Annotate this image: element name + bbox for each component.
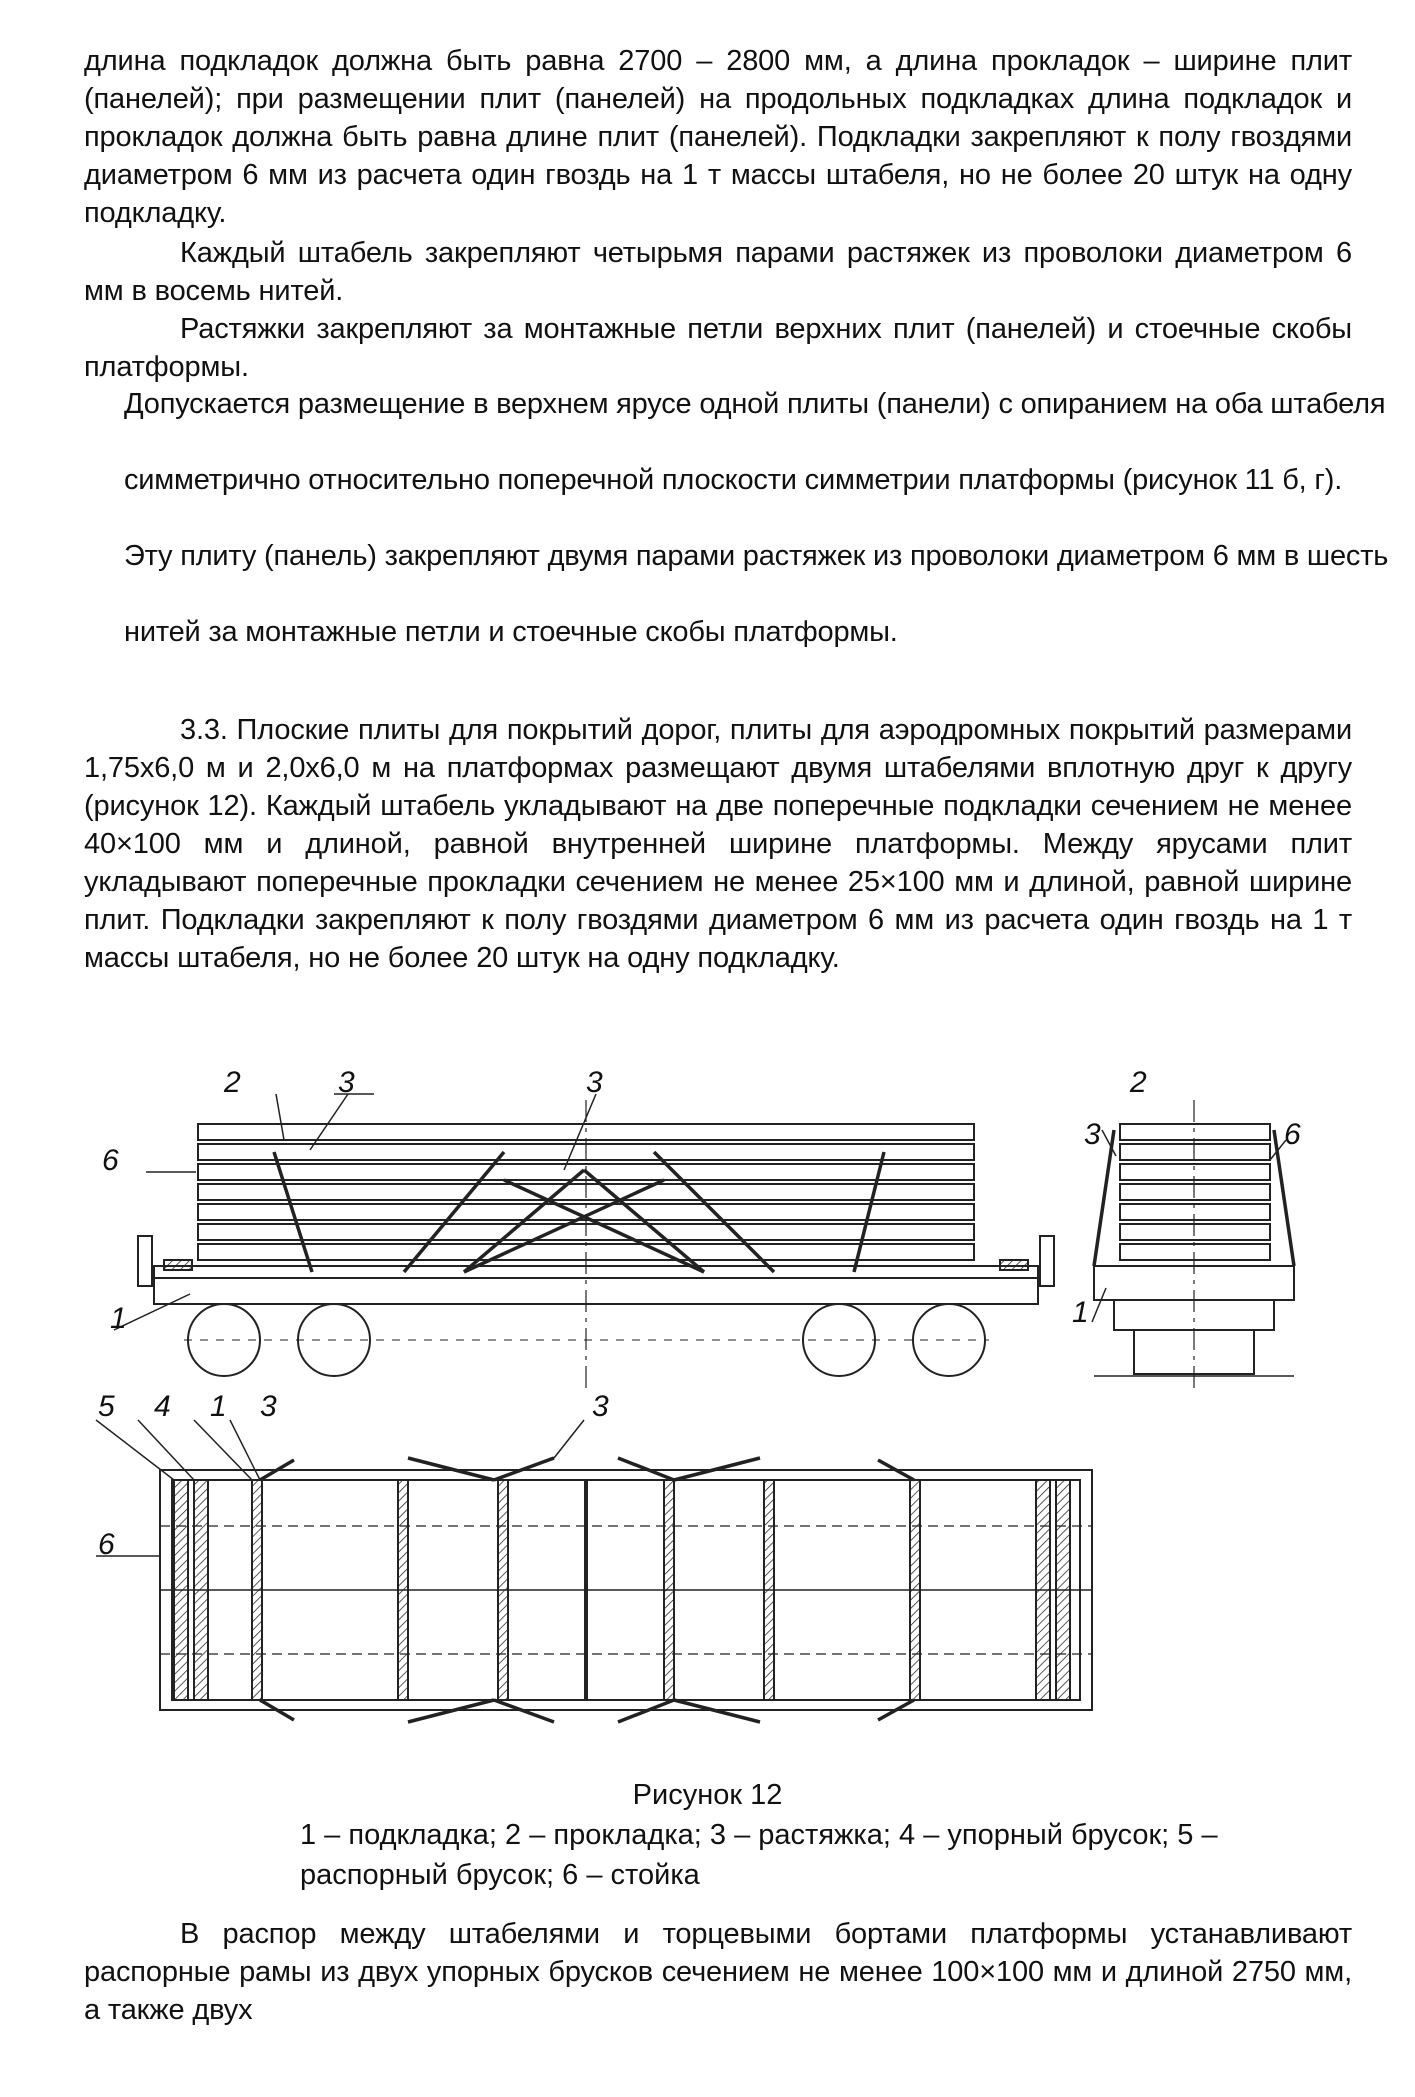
- end-label-6: 6: [1284, 1118, 1301, 1151]
- paragraph-top-slab-ties-line2: нитей за монтажные петли и стоечные скобы платформы.: [124, 616, 898, 648]
- paragraph-top-slab-line1: Допускается размещение в верхнем ярусе одной плиты (панели) с опиранием на оба штабеля: [124, 388, 1386, 420]
- paragraph-ties-fastening: Растяжки закрепляют за монтажные петли верхних плит (панелей) и стоечные скобы платформы.: [84, 313, 1352, 383]
- figure-12-drawing: [84, 1060, 1352, 1760]
- paragraph-section-3-3: 3.3. Плоские плиты для покрытий дорог, плиты для аэродромных покрытий размерами 1,75х6,0 м и 2,0х6,0 м на платформах размещают двумя штабелями вплотную друг к другу (рисунок 12). Каждый штабель укладывают на две поперечные подкладки сечением не менее 40×100 мм и длиной, равной внутренней ширине платформы. Между ярусами плит укладывают поперечные прокладки сечением не менее 25×100 мм и длиной, равной ширине плит. Подкладки закрепляют к полу гвоздями диаметром 6 мм из расчета один гвоздь на 1 т массы штабеля, но не более 20 штук на одну подкладку.: [84, 714, 1352, 974]
- plan-stop-bar-right: [1036, 1480, 1050, 1700]
- side-stake-right: [1040, 1236, 1054, 1286]
- side-label-3b: 3: [586, 1066, 603, 1099]
- plan-label-3a: 3: [260, 1390, 277, 1423]
- side-label-1: 1: [110, 1302, 127, 1335]
- figure-caption-title: Рисунок 12: [632, 1779, 783, 1811]
- plan-stop-bar-left: [194, 1480, 208, 1700]
- paragraph-bracing-frames: В распор между штабелями и торцевыми бортами платформы устанавливают распорные рамы из двух упорных брусков сечением не менее 100×100 мм и длиной 2750 мм, а также двух: [84, 1918, 1352, 2026]
- figure-caption-legend: 1 – подкладка; 2 – прокладка; 3 – растяжка; 4 – упорный брусок; 5 – распорный брусок; 6 – стойка: [300, 1819, 1218, 1891]
- plan-view: [96, 1420, 1092, 1722]
- end-label-1: 1: [1072, 1296, 1089, 1329]
- paragraph-top-slab-ties-line1: Эту плиту (панель) закрепляют двумя парами растяжек из проволоки диаметром 6 мм в шесть: [124, 540, 1389, 572]
- side-platform-deck: [154, 1266, 1038, 1304]
- plan-label-1: 1: [210, 1390, 227, 1423]
- plan-label-4: 4: [154, 1390, 171, 1423]
- end-label-3: 3: [1084, 1118, 1101, 1151]
- side-stake-left: [138, 1236, 152, 1286]
- paragraph-stack-fastening: Каждый штабель закрепляют четырьмя парами растяжек из проволоки диаметром 6 мм в восемь нитей.: [84, 237, 1352, 307]
- plan-label-5: 5: [98, 1390, 115, 1423]
- plan-bracing-bar-left: [174, 1480, 188, 1700]
- end-label-2: 2: [1130, 1066, 1147, 1099]
- side-ties: [274, 1152, 884, 1272]
- paragraph-underlay-length: длина подкладок должна быть равна 2700 – 2800 мм, а длина прокладок – ширине плит (панелей); при размещении плит (панелей) на продольных подкладках длина подкладок и прокладок должна быть равна длине плит (панелей). Подкладки закрепляют к полу гвоздями диаметром 6 мм из расчета один гвоздь на 1 т массы штабеля, но не более 20 штук на одну подкладку.: [84, 45, 1352, 229]
- paragraph-top-slab-line2: симметрично относительно поперечной плоскости симметрии платформы (рисунок 11 б, г).: [124, 464, 1343, 496]
- plan-label-3b: 3: [592, 1390, 609, 1423]
- end-view: [1092, 1100, 1294, 1390]
- plan-bracing-bar-right: [1056, 1480, 1070, 1700]
- figure-12-svg: [84, 1060, 1352, 1760]
- side-label-6: 6: [102, 1144, 119, 1177]
- plan-label-6: 6: [98, 1528, 115, 1561]
- side-label-3a: 3: [338, 1066, 355, 1099]
- side-label-2: 2: [224, 1066, 241, 1099]
- side-view: [114, 1094, 1054, 1390]
